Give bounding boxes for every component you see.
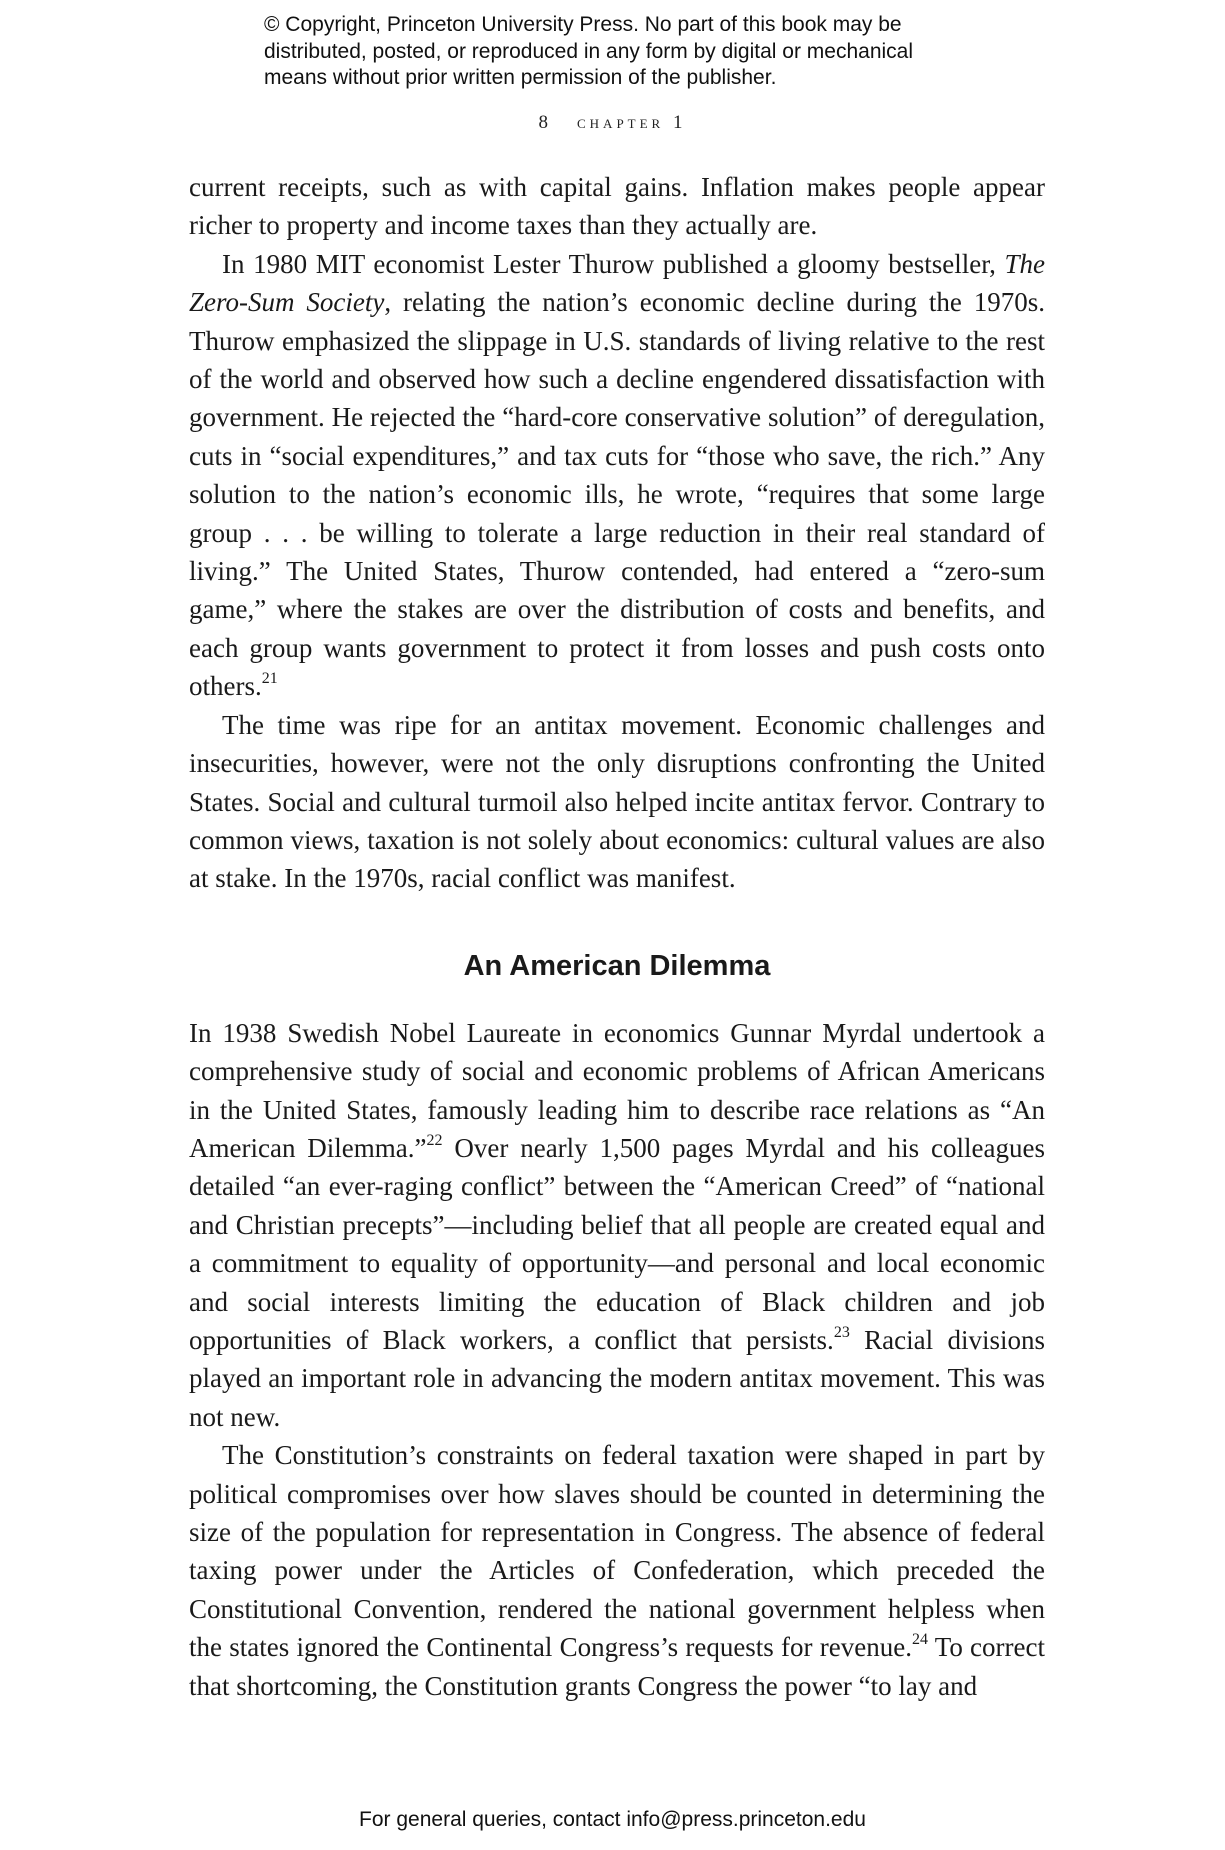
page-body	[189, 168, 1045, 1705]
footnote-ref-23: 23	[833, 1323, 850, 1341]
copyright-line-1: © Copyright, Princeton University Press. No part of this book may be	[264, 13, 902, 36]
copyright-line-3: means without prior written permission of the publisher.	[264, 66, 777, 89]
footnote-ref-21: 21	[261, 670, 278, 688]
paragraph-3: The time was ripe for an antitax movement. Economic challenges and insecurities, however, were not the only disruptions confronting the United States. Social and cultural turmoil also helped incite antitax fervor. Contrary to common views, taxation is not solely about economics: cultural values are also at stake. In the 1970s, racial conflict was manifest.	[189, 709, 1045, 894]
copyright-line-2: distributed, posted, or reproduced in any form by digital or mechanical	[264, 39, 914, 63]
paragraph-4-text-b: Over nearly 1,500 pages Myrdal and his colleagues detailed “an ever-raging conflict” between the “American Creed” of “national and Christian precepts”—including belief that all people are created equal and a commitment to equality of opportunity—and personal and local economic and social interests limiting the education of Black children and job opportunities of Black workers, a conflict that persists.	[189, 1132, 1045, 1355]
paragraph-2-text-a: In 1980 MIT economist Lester Thurow published a gloomy bestseller,	[222, 248, 1005, 279]
paragraph-1: current receipts, such as with capital gains. Inflation makes people appear richer to property and income taxes than they actually are.	[189, 172, 1045, 241]
page-number: 8	[538, 112, 551, 133]
paragraph-5-text-b: To correct that shortcoming, the Constitution grants Congress the power “to lay and	[189, 1632, 1045, 1701]
paragraph-5	[189, 1436, 1045, 1705]
copyright-notice	[264, 12, 984, 92]
running-head	[0, 112, 1225, 134]
paragraph-4	[189, 1014, 1045, 1436]
paragraph-4-text-c: Racial divisions played an important role in advancing the modern antitax movement. This was not new.	[189, 1324, 1045, 1432]
footnote-ref-24: 24	[911, 1631, 928, 1649]
footnote-ref-22: 22	[426, 1131, 443, 1149]
chapter-label: chapter 1	[577, 112, 687, 133]
paragraph-5-text-a: The Constitution’s constraints on federal taxation were shaped in part by political compromises over how slaves should be counted in determining the size of the population for representation in Congress. The absence of federal taxing power under the Articles of Confederation, which preceded the Constitutional Convention, rendered the national government helpless when the states ignored the Continental Congress’s requests for revenue.	[189, 1440, 1045, 1663]
paragraph-2-text-b: , relating the nation’s economic decline during the 1970s. Thurow emphasized the slippage in U.S. standards of living relative to the rest of the world and observed how such a decline engendered dissatisfaction with government. He rejected the “hard-core conservative solution” of deregulation, cuts in “social expenditures,” and tax cuts for “those who save, the rich.” Any solution to the nation’s economic ills, he wrote, “requires that some large group . . . be willing to tolerate a large reduction in their real standard of living.” The United States, Thurow contended, had entered a “zero-sum game,” where the stakes are over the distribution of costs and benefits, and each group wants government to protect it from losses and push costs onto others.	[189, 287, 1046, 702]
paragraph-2	[189, 245, 1045, 706]
footer-contact: For general queries, contact info@press.princeton.edu	[359, 1808, 866, 1831]
paragraph-4-text-a: In 1938 Swedish Nobel Laureate in economics Gunnar Myrdal undertook a comprehensive study of social and economic problems of African Americans in the United States, famously leading him to describe race relations as “An American Dilemma.”	[189, 1017, 1045, 1163]
section-heading: An American Dilemma	[463, 949, 771, 982]
book-title-zero-sum-society: The Zero-Sum Society	[189, 248, 1045, 318]
